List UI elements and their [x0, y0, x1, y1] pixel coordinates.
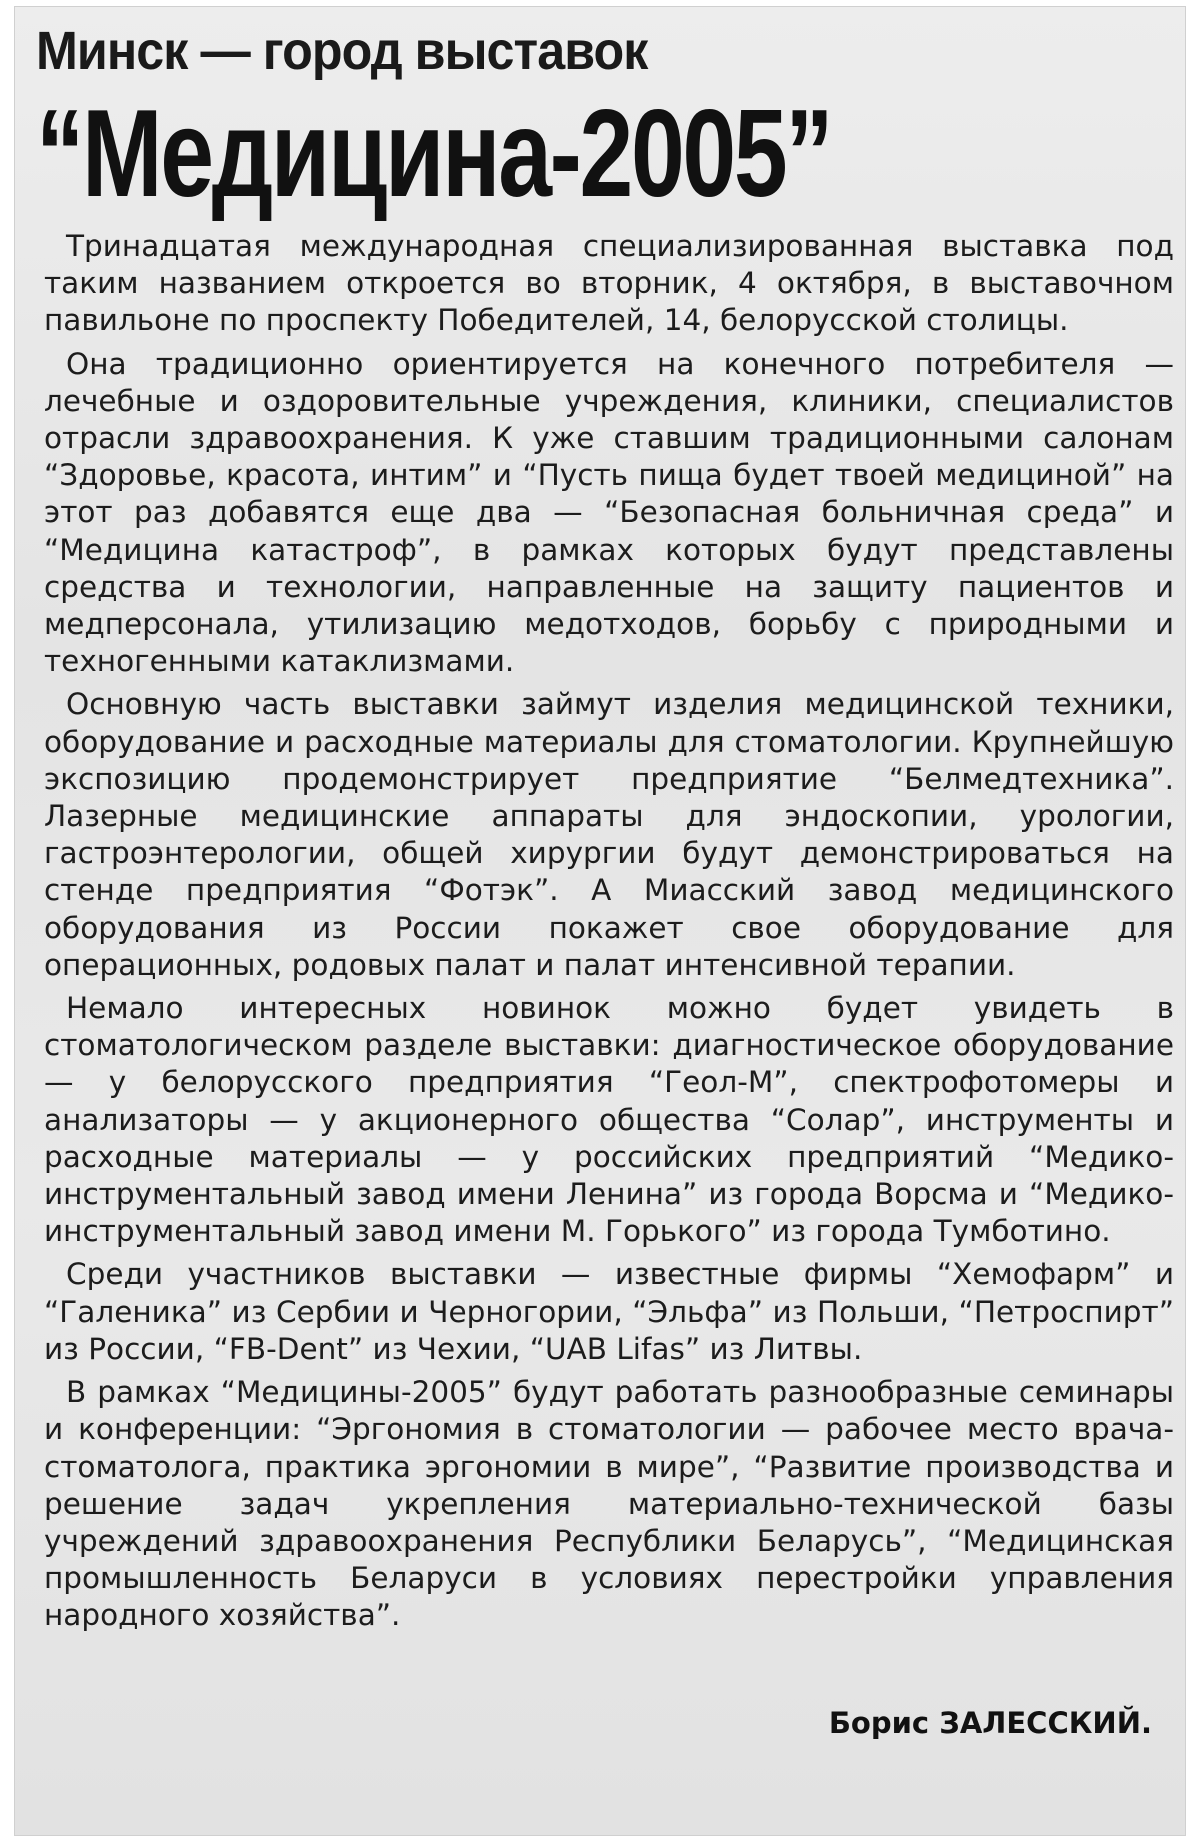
article-kicker: Минск — город выставок [36, 21, 648, 81]
article-paragraph: Тринадцатая международная специализированная выставка под таким названием откроется во вторник, 4 октября, в выставочном павильоне по проспекту Победителей, 14, белорусской столицы. [44, 229, 1174, 338]
article-body [44, 228, 1174, 1641]
article-paragraph: Немало интересных новинок можно будет увидеть в стоматологическом разделе выставки: диагностическое оборудование — у белорусского предприятия “Геол-М”, спектрофотомеры и анализаторы — у акционерного общества “Солар”, инструменты и расходные материалы — у российских предприятий “Медико-инструментальный завод имени Ленина” из города Ворсма и “Медико-инструментальный завод имени М. Горького” из города Тумботино. [44, 991, 1174, 1249]
article-paragraph: Основную часть выставки займут изделия медицинской техники, оборудование и расходные материалы для стоматологии. Крупнейшую экспозицию продемонстрирует предприятие “Белмедтехника”. Лазерные медицинские аппараты для эндоскопии, урологии, гастроэнтерологии, общей хирургии будут демонстрироваться на стенде предприятия “Фотэк”. А Миасский завод медицинского оборудования из России покажет свое оборудование для операционных, родовых палат и палат интенсивной терапии. [44, 687, 1174, 982]
article-headline: “Медицина-2005” [36, 85, 832, 223]
article-paragraph: Она традиционно ориентируется на конечного потребителя — лечебные и оздоровительные учреждения, клиники, специалистов отрасли здравоохранения. К уже ставшим традиционными салонам “Здоровье, красота, интим” и “Пусть пища будет твоей медициной” на этот раз добавятся еще два — “Безопасная больничная среда” и “Медицина катастроф”, в рамках которых будут представлены средства и технологии, направленные на защиту пациентов и медперсонала, утилизацию медотходов, борьбу с природными и техногенными катаклизмами. [44, 346, 1174, 679]
newspaper-clipping [14, 6, 1186, 1836]
article-author: Борис ЗАЛЕССКИЙ. [828, 1706, 1152, 1740]
article-paragraph: В рамках “Медицины-2005” будут работать разнообразные семинары и конференции: “Эргономия в стоматологии — рабочее место врача-стоматолога, практика эргономии в мире”, “Развитие производства и решение задач укрепления материально-технической базы учреждений здравоохранения Республики Беларусь”, “Медицинская промышленность Беларуси в условиях перестройки управления народного хозяйства”. [44, 1375, 1174, 1633]
article-paragraph: Среди участников выставки — известные фирмы “Хемофарм” и “Галеника” из Сербии и Черногории, “Эльфа” из Польши, “Петроспирт” из России, “FB-Dent” из Чехии, “UAB Lifas” из Литвы. [44, 1257, 1174, 1366]
